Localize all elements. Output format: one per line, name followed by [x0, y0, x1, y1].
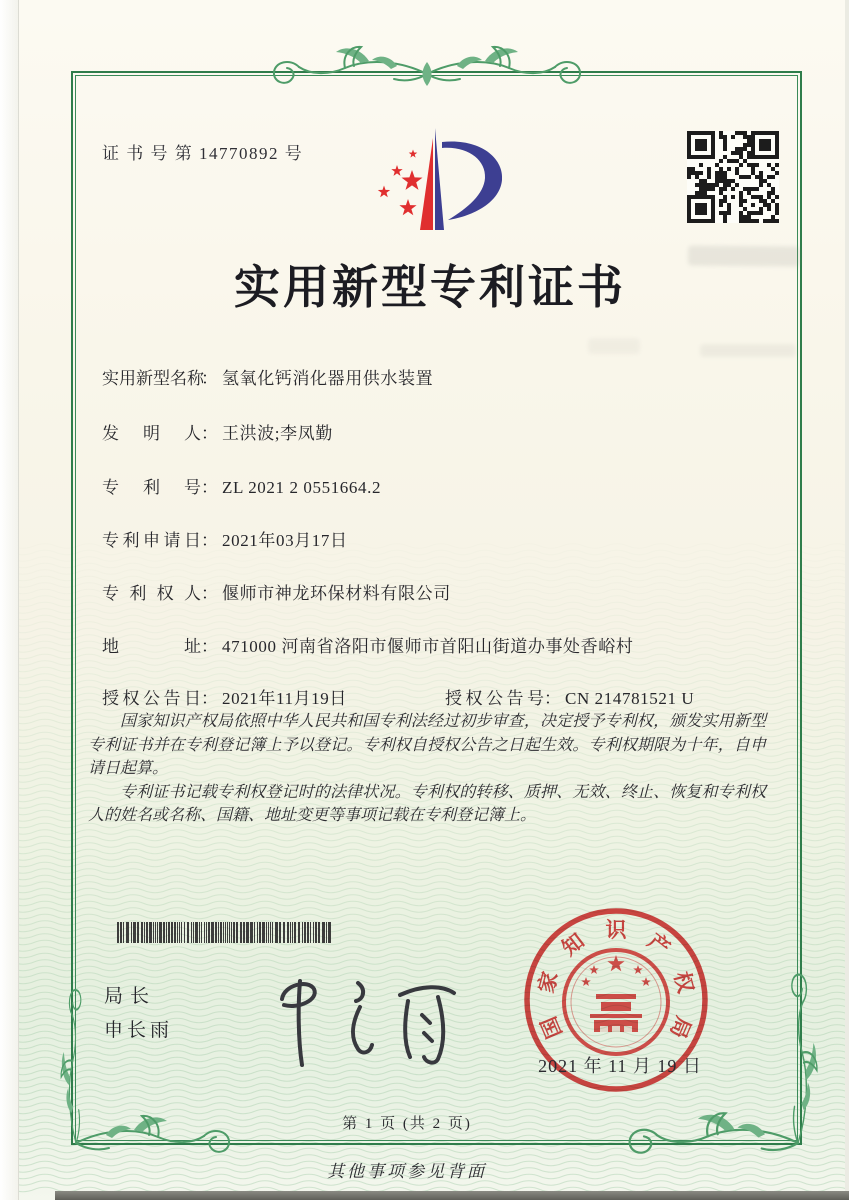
field-label: 实用新型名称: [102, 369, 204, 388]
grant-date-group: [102, 689, 347, 708]
svg-text:产: 产: [643, 928, 675, 961]
field-value: 471000 河南省洛阳市偃师市首阳山街道办事处香峪村: [222, 637, 634, 656]
field-label: 专利号: [102, 478, 201, 497]
ink-bleedthrough: [588, 338, 640, 354]
field-colon: ：: [201, 584, 218, 603]
field-colon: ：: [201, 689, 218, 708]
cnipa-logo: [368, 124, 513, 236]
field-label: 地址: [102, 637, 201, 656]
field-value: 2021年03月17日: [222, 531, 348, 550]
field-row-inventor: [102, 419, 333, 444]
field-row-filing-date: [102, 526, 348, 551]
back-side-note: 其他事项参见背面: [327, 1162, 487, 1181]
field-colon: ：: [201, 369, 218, 388]
svg-text:识: 识: [605, 918, 627, 942]
field-colon: ：: [544, 689, 561, 708]
legal-paragraph-2: 专利证书记载专利权登记时的法律状况。专利权的转移、质押、无效、终止、恢复和专利权人的姓名或名称、国籍、地址变更等事项记载在专利登记簿上。: [88, 783, 766, 824]
scan-edge-right: [845, 0, 849, 1200]
field-row-patentee: [102, 579, 451, 604]
field-row-name: [102, 364, 433, 389]
svg-text:权: 权: [669, 969, 698, 996]
field-label: 专利权人: [102, 584, 201, 603]
field-row-grant: [102, 684, 782, 709]
director-name: 申长雨: [104, 1020, 174, 1041]
field-value: 2021年11月19日: [222, 689, 347, 708]
field-colon: ：: [201, 531, 218, 550]
svg-text:局: 局: [665, 1013, 696, 1042]
field-row-address: [102, 632, 633, 657]
field-value: CN 214781521 U: [565, 689, 695, 708]
director-signature: [238, 953, 468, 1078]
logo-p-mark: [420, 128, 502, 230]
svg-text:知: 知: [557, 928, 589, 961]
director-title-label: 局长: [104, 986, 157, 1007]
field-colon: ：: [201, 424, 218, 443]
field-label: 授权公告日: [102, 689, 201, 708]
field-value: 氢氧化钙消化器用供水装置: [222, 369, 434, 388]
national-emblem: [564, 950, 668, 1054]
field-label: 授权公告号: [445, 689, 544, 708]
border-ornament-top: [274, 47, 580, 86]
field-label: 发明人: [102, 424, 201, 443]
field-colon: ：: [201, 637, 218, 656]
legal-text: [88, 710, 766, 828]
page-indicator: 第 1 页 (共 2 页): [342, 1116, 472, 1132]
field-value: ZL 2021 2 0551664.2: [222, 478, 382, 497]
barcode: [117, 922, 337, 943]
field-row-patent-number: [102, 473, 381, 498]
svg-text:家: 家: [534, 969, 563, 996]
certificate-title: 实用新型专利证书: [234, 262, 626, 313]
qr-code: [687, 131, 779, 223]
certificate-number: 证 书 号 第 14770892 号: [102, 144, 304, 163]
seal-date: 2021 年 11 月 19 日: [538, 1056, 702, 1076]
field-value: 王洪波;李凤勤: [222, 424, 333, 443]
grant-number-group: [445, 684, 694, 709]
scan-edge-left: [0, 0, 19, 1200]
field-label: 专利申请日: [102, 531, 201, 550]
legal-paragraph-1: 国家知识产权局依照中华人民共和国专利法经过初步审查，决定授予专利权，颁发实用新型专利证书并在专利登记簿上予以登记。专利权自授权公告之日起生效。专利权期限为十年，自申请日起算。: [88, 713, 766, 777]
field-colon: ：: [201, 478, 218, 497]
ink-bleedthrough: [688, 246, 800, 267]
ink-bleedthrough: [700, 344, 796, 357]
logo-stars: [378, 150, 423, 216]
field-value: 偃师市神龙环保材料有限公司: [222, 584, 451, 603]
scan-edge-bottom: [55, 1191, 849, 1200]
svg-text:国: 国: [536, 1013, 567, 1042]
